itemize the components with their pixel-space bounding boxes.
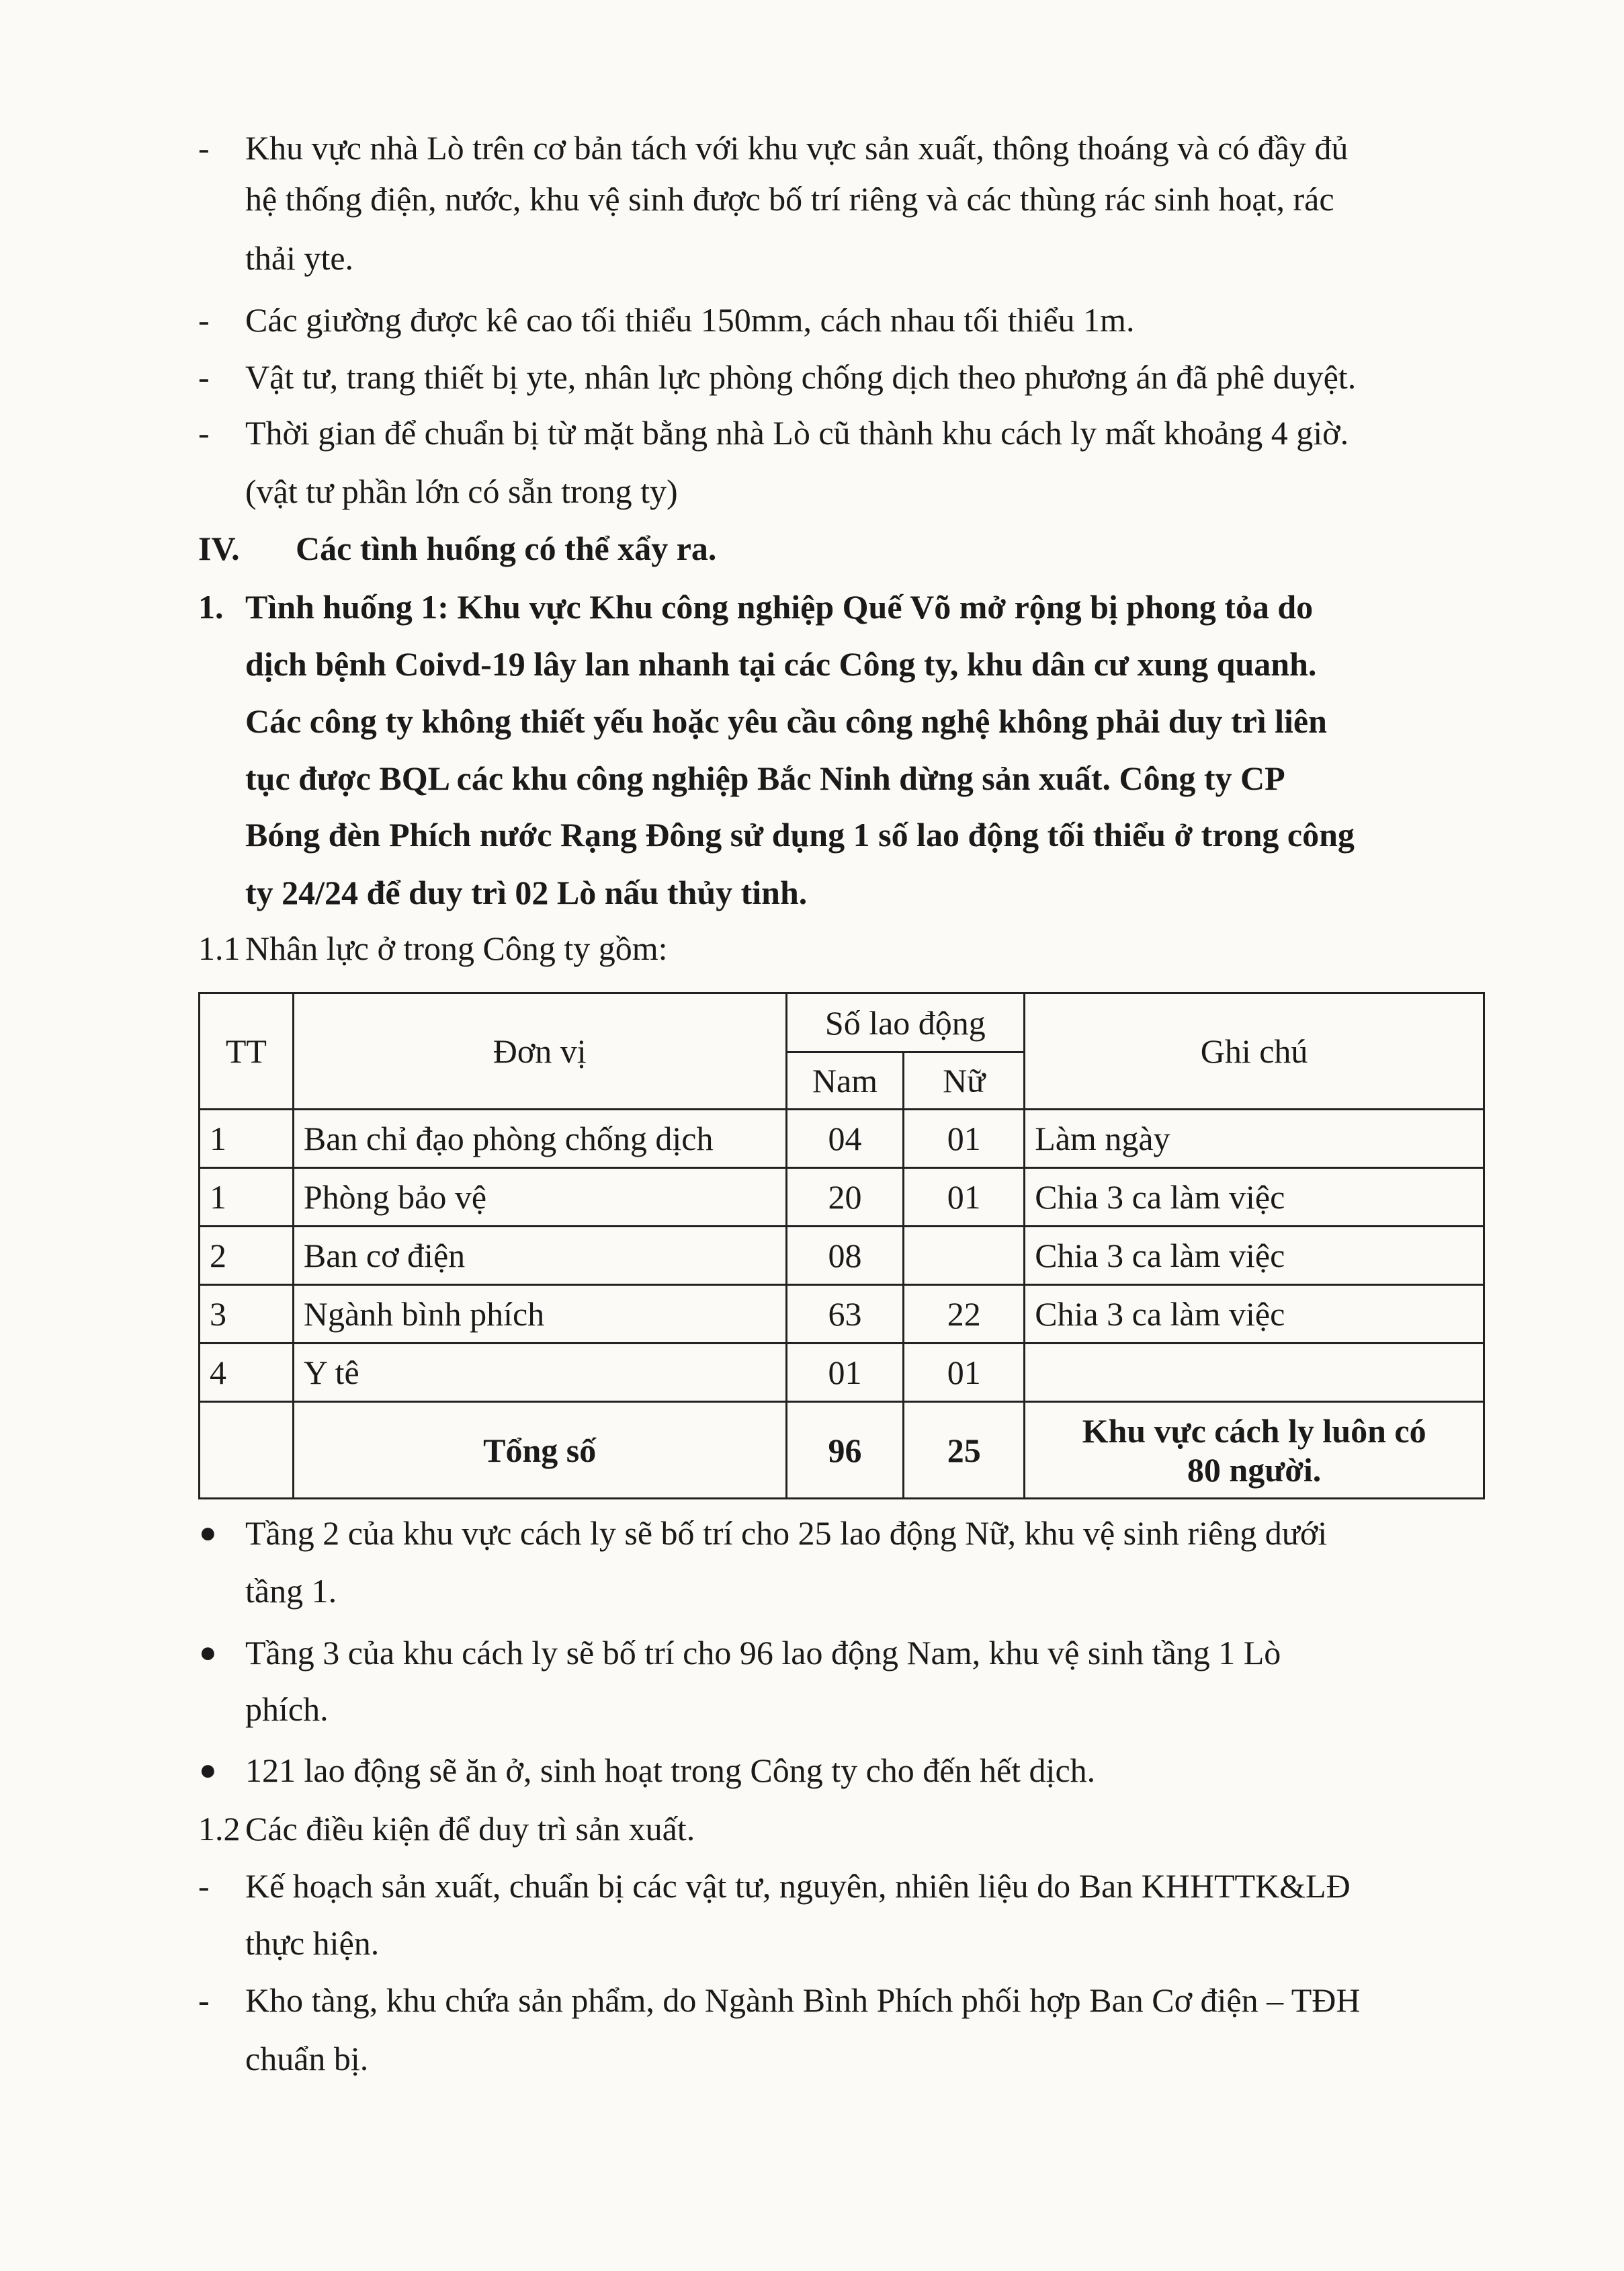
cell-note bbox=[1025, 1344, 1484, 1402]
dash-marker: - bbox=[198, 414, 210, 452]
cell-male: 04 bbox=[786, 1110, 904, 1168]
subsection-number: 1.2 bbox=[198, 1810, 241, 1848]
table-row bbox=[200, 1285, 1484, 1344]
cell-female: 01 bbox=[904, 1110, 1025, 1168]
dash-marker: - bbox=[198, 1867, 210, 1905]
subsection-title: Nhân lực ở trong Công ty gồm: bbox=[245, 930, 668, 967]
situation-number: 1. bbox=[198, 588, 224, 626]
situation-line: ty 24/24 để duy trì 02 Lò nấu thủy tinh. bbox=[245, 874, 808, 911]
cell-unit: Ban cơ điện bbox=[293, 1227, 786, 1285]
cell-tt: 1 bbox=[200, 1110, 294, 1168]
paragraph-line: thải yte. bbox=[245, 239, 354, 277]
cell-female: 01 bbox=[904, 1344, 1025, 1402]
bullet-icon: ● bbox=[199, 1516, 217, 1549]
staff-table bbox=[198, 992, 1485, 1499]
cell-male: 01 bbox=[786, 1344, 904, 1402]
dash-marker: - bbox=[198, 358, 210, 396]
paragraph-line: (vật tư phần lớn có sẵn trong ty) bbox=[245, 472, 678, 510]
situation-line: Bóng đèn Phích nước Rạng Đông sử dụng 1 số lao động tối thiểu ở trong công bbox=[245, 816, 1355, 854]
cell-note: Chia 3 ca làm việc bbox=[1025, 1168, 1484, 1227]
table-row bbox=[200, 1168, 1484, 1227]
paragraph-line: Vật tư, trang thiết bị yte, nhân lực phòng chống dịch theo phương án đã phê duyệt. bbox=[245, 358, 1357, 396]
situation-line: Các công ty không thiết yếu hoặc yêu cầu công nghệ không phải duy trì liên bbox=[245, 702, 1327, 740]
paragraph-line: Khu vực nhà Lò trên cơ bản tách với khu vực sản xuất, thông thoáng và có đầy đủ bbox=[245, 129, 1349, 167]
cell-female bbox=[904, 1227, 1025, 1285]
bullet-icon: ● bbox=[199, 1753, 217, 1786]
header-note: Ghi chú bbox=[1025, 993, 1484, 1110]
cell-male: 20 bbox=[786, 1168, 904, 1227]
cell-note: Chia 3 ca làm việc bbox=[1025, 1285, 1484, 1344]
dash-marker: - bbox=[198, 301, 210, 339]
header-female: Nữ bbox=[904, 1052, 1025, 1110]
total-note-line: Khu vực cách ly luôn có bbox=[1082, 1411, 1426, 1450]
cell-note: Chia 3 ca làm việc bbox=[1025, 1227, 1484, 1285]
total-note bbox=[1025, 1402, 1484, 1499]
bullet-line: Tầng 3 của khu cách ly sẽ bố trí cho 96 lao động Nam, khu vệ sinh tầng 1 Lò bbox=[245, 1634, 1281, 1671]
paragraph-line: chuẩn bị. bbox=[245, 2040, 369, 2077]
total-female: 25 bbox=[904, 1402, 1025, 1499]
total-male: 96 bbox=[786, 1402, 904, 1499]
header-tt: TT bbox=[200, 993, 294, 1110]
cell-note: Làm ngày bbox=[1025, 1110, 1484, 1168]
table-row bbox=[200, 1110, 1484, 1168]
section-number: IV. bbox=[198, 530, 240, 567]
header-workers: Số lao động bbox=[786, 993, 1025, 1052]
cell-male: 08 bbox=[786, 1227, 904, 1285]
cell-tt-empty bbox=[200, 1402, 294, 1499]
cell-tt: 4 bbox=[200, 1344, 294, 1402]
table-total-row bbox=[200, 1402, 1484, 1499]
bullet-line: 121 lao động sẽ ăn ở, sinh hoạt trong Công ty cho đến hết dịch. bbox=[245, 1751, 1096, 1789]
cell-unit: Phòng bảo vệ bbox=[293, 1168, 786, 1227]
paragraph-line: Kế hoạch sản xuất, chuẩn bị các vật tư, nguyên, nhiên liệu do Ban KHHTTK&LĐ bbox=[245, 1867, 1351, 1905]
total-label: Tổng số bbox=[293, 1402, 786, 1499]
header-male: Nam bbox=[786, 1052, 904, 1110]
paragraph-line: Các giường được kê cao tối thiểu 150mm, cách nhau tối thiểu 1m. bbox=[245, 301, 1135, 339]
cell-male: 63 bbox=[786, 1285, 904, 1344]
cell-unit: Ban chỉ đạo phòng chống dịch bbox=[293, 1110, 786, 1168]
cell-tt: 1 bbox=[200, 1168, 294, 1227]
bullet-line: Tầng 2 của khu vực cách ly sẽ bố trí cho 25 lao động Nữ, khu vệ sinh riêng dưới bbox=[245, 1514, 1328, 1552]
situation-line: Tình huống 1: Khu vực Khu công nghiệp Quế Võ mở rộng bị phong tỏa do bbox=[245, 588, 1314, 626]
header-unit: Đơn vị bbox=[293, 993, 786, 1110]
dash-marker: - bbox=[198, 1981, 210, 2019]
cell-tt: 2 bbox=[200, 1227, 294, 1285]
cell-unit: Ngành bình phích bbox=[293, 1285, 786, 1344]
cell-female: 01 bbox=[904, 1168, 1025, 1227]
section-title: Các tình huống có thể xẩy ra. bbox=[296, 530, 717, 567]
paragraph-line: hệ thống điện, nước, khu vệ sinh được bố trí riêng và các thùng rác sinh hoạt, rác bbox=[245, 180, 1334, 218]
paragraph-line: thực hiện. bbox=[245, 1924, 380, 1962]
cell-unit: Y tê bbox=[293, 1344, 786, 1402]
bullet-line: tầng 1. bbox=[245, 1572, 337, 1610]
subsection-number: 1.1 bbox=[198, 930, 241, 967]
bullet-line: phích. bbox=[245, 1690, 329, 1728]
bullet-icon: ● bbox=[199, 1636, 217, 1669]
dash-marker: - bbox=[198, 129, 210, 167]
total-note-line: 80 người. bbox=[1187, 1450, 1322, 1489]
paragraph-line: Thời gian để chuẩn bị từ mặt bằng nhà Lò cũ thành khu cách ly mất khoảng 4 giờ. bbox=[245, 414, 1349, 452]
situation-line: dịch bệnh Coivd-19 lây lan nhanh tại các Công ty, khu dân cư xung quanh. bbox=[245, 645, 1317, 683]
paragraph-line: Kho tàng, khu chứa sản phẩm, do Ngành Bình Phích phối hợp Ban Cơ điện – TĐH bbox=[245, 1981, 1361, 2019]
subsection-title: Các điều kiện để duy trì sản xuất. bbox=[245, 1810, 695, 1848]
cell-female: 22 bbox=[904, 1285, 1025, 1344]
table-row bbox=[200, 1227, 1484, 1285]
table-row bbox=[200, 1344, 1484, 1402]
cell-tt: 3 bbox=[200, 1285, 294, 1344]
situation-line: tục được BQL các khu công nghiệp Bắc Ninh dừng sản xuất. Công ty CP bbox=[245, 759, 1285, 797]
